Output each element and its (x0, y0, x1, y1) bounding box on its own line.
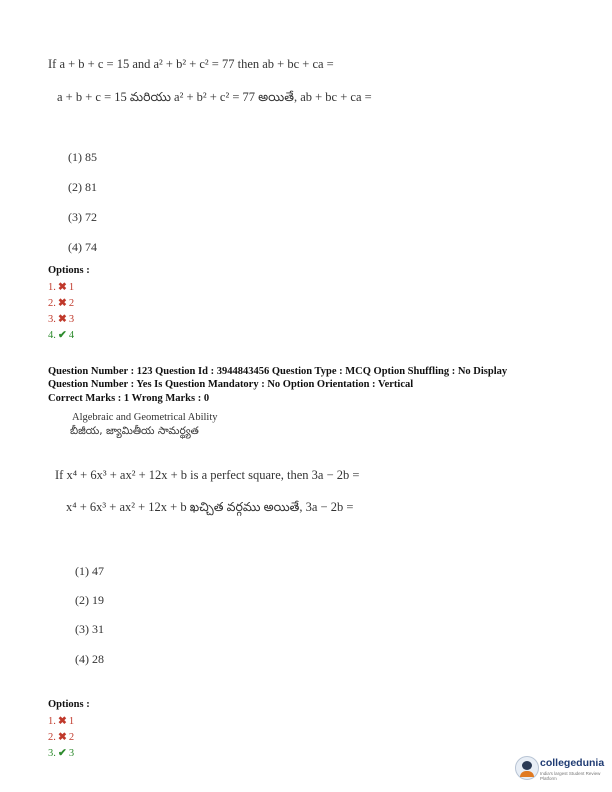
cross-icon: ✖ (57, 716, 67, 727)
q1-choice-3: (3) 72 (68, 210, 97, 224)
q2-options-heading: Options : (48, 699, 90, 710)
q2-option-2 (48, 731, 74, 743)
q2-choice-2: (2) 19 (75, 593, 104, 607)
option-value: 3 (68, 748, 75, 759)
q1-choice-1: (1) 85 (68, 150, 97, 164)
q2-option-1 (48, 715, 74, 727)
option-number: 4. (48, 330, 56, 341)
cross-icon: ✖ (57, 282, 67, 293)
option-number: 3. (48, 748, 56, 759)
check-icon: ✔ (57, 330, 67, 341)
q2-meta-line-2: Question Number : Yes Is Question Mandatory : No Option Orientation : Vertical (48, 379, 414, 390)
option-number: 1. (48, 716, 56, 727)
cross-icon: ✖ (57, 298, 67, 309)
q2-choice-4: (4) 28 (75, 652, 104, 666)
q1-option-2 (48, 297, 74, 309)
question-2-telugu: x⁴ + 6x³ + ax² + 12x + b ఖచ్చిత వర్గము అయితే, 3a − 2b = (66, 500, 354, 514)
collegedunia-logo (515, 752, 607, 788)
cross-icon: ✖ (57, 732, 67, 743)
q1-choice-2: (2) 81 (68, 180, 97, 194)
mascot-icon (515, 756, 539, 780)
option-number: 2. (48, 732, 56, 743)
cross-icon: ✖ (57, 314, 67, 325)
check-icon: ✔ (57, 748, 67, 759)
q2-meta-line-3: Correct Marks : 1 Wrong Marks : 0 (48, 393, 210, 404)
option-number: 3. (48, 314, 56, 325)
option-value: 4 (68, 330, 75, 341)
option-number: 1. (48, 282, 56, 293)
option-number: 2. (48, 298, 56, 309)
section-title-telugu: బీజీయ, జ్యామితీయ సామర్థ్యత (70, 425, 199, 437)
q1-options-heading: Options : (48, 265, 90, 276)
q2-meta-line-1: Question Number : 123 Question Id : 3944843456 Question Type : MCQ Option Shuffling : No Display (48, 366, 508, 377)
q1-option-3 (48, 313, 74, 325)
question-2-english: If x⁴ + 6x³ + ax² + 12x + b is a perfect square, then 3a − 2b = (55, 468, 360, 482)
option-value: 1 (68, 716, 75, 727)
q2-choice-1: (1) 47 (75, 564, 104, 578)
question-1-telugu: a + b + c = 15 మరియు a² + b² + c² = 77 అయితే, ab + bc + ca = (57, 90, 372, 104)
question-1-english: If a + b + c = 15 and a² + b² + c² = 77 then ab + bc + ca = (48, 57, 334, 71)
section-title-english: Algebraic and Geometrical Ability (72, 412, 218, 423)
logo-name: collegedunia (540, 757, 605, 769)
option-value: 2 (68, 298, 75, 309)
q1-option-4 (48, 329, 74, 341)
q1-choice-4: (4) 74 (68, 240, 97, 254)
option-value: 3 (68, 314, 75, 325)
q1-option-1 (48, 281, 74, 293)
q2-option-3 (48, 747, 74, 759)
logo-tagline: India's largest Student Review Platform (540, 771, 601, 781)
q2-choice-3: (3) 31 (75, 622, 104, 636)
option-value: 1 (68, 282, 75, 293)
option-value: 2 (68, 732, 75, 743)
